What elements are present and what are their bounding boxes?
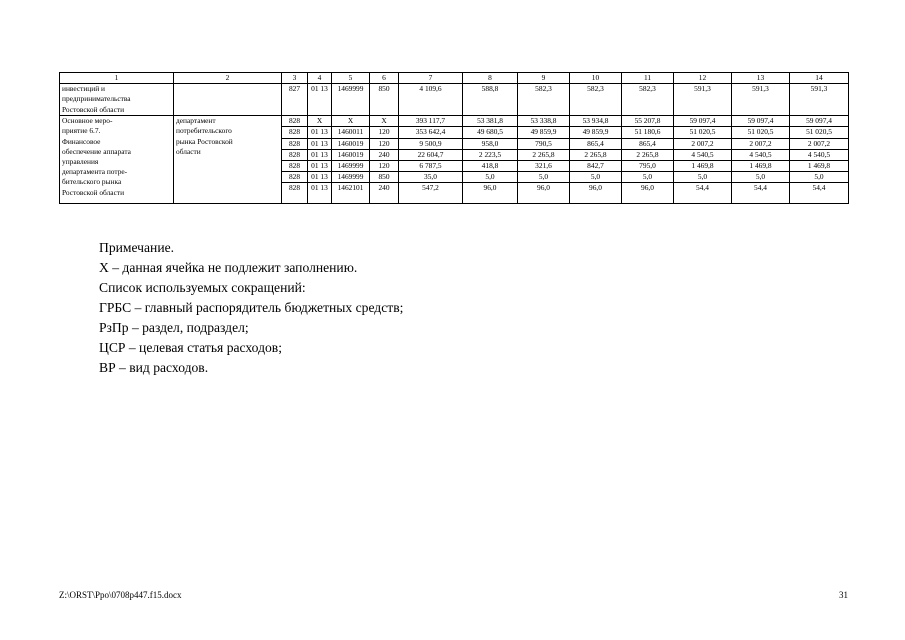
program-name-line: обеспечение аппарата <box>62 146 131 156</box>
program-name-line: инвестиций и <box>62 84 105 94</box>
header-cell: 2 <box>174 73 282 84</box>
value-cell: 353 642,4 <box>399 127 463 138</box>
grbs-cell: 828 <box>282 127 308 138</box>
value-cell: 5,0 <box>790 172 849 183</box>
csr-cell: 1460019 <box>332 138 370 149</box>
value-cell: 582,3 <box>622 84 674 116</box>
header-cell: 1 <box>60 73 174 84</box>
program-name-line: департамента потре- <box>62 167 128 177</box>
value-cell: 4 540,5 <box>790 149 849 160</box>
value-cell: 2 007,2 <box>674 138 732 149</box>
value-cell: 2 223,5 <box>463 149 518 160</box>
value-cell: 35,0 <box>399 172 463 183</box>
value-cell: 6 787,5 <box>399 161 463 172</box>
header-cell: 13 <box>732 73 790 84</box>
program-name-cell <box>60 116 174 204</box>
value-cell: 49 859,9 <box>518 127 570 138</box>
executor-line: потребительского <box>176 126 232 136</box>
value-cell: 96,0 <box>622 183 674 204</box>
page-number: 31 <box>839 590 848 600</box>
rzpr-cell: X <box>308 116 332 127</box>
header-cell: 5 <box>332 73 370 84</box>
value-cell: 393 117,7 <box>399 116 463 127</box>
header-cell: 4 <box>308 73 332 84</box>
program-name-line: Ростовской области <box>62 187 125 197</box>
value-cell: 5,0 <box>518 172 570 183</box>
value-cell: 790,5 <box>518 138 570 149</box>
value-cell: 2 265,8 <box>622 149 674 160</box>
note-line: РзПр – раздел, подраздел; <box>99 320 249 335</box>
value-cell: 2 007,2 <box>732 138 790 149</box>
header-cell: 8 <box>463 73 518 84</box>
value-cell: 51 020,5 <box>790 127 849 138</box>
value-cell: 59 097,4 <box>674 116 732 127</box>
value-cell: 54,4 <box>732 183 790 204</box>
table-header-row <box>60 73 849 84</box>
value-cell: 418,8 <box>463 161 518 172</box>
csr-cell: X <box>332 116 370 127</box>
value-cell: 588,8 <box>463 84 518 116</box>
value-cell: 1 469,8 <box>790 161 849 172</box>
csr-cell: 1460011 <box>332 127 370 138</box>
value-cell: 958,0 <box>463 138 518 149</box>
vr-cell: X <box>370 116 399 127</box>
header-cell: 12 <box>674 73 732 84</box>
value-cell: 5,0 <box>463 172 518 183</box>
csr-cell: 1469999 <box>332 172 370 183</box>
value-cell: 547,2 <box>399 183 463 204</box>
value-cell: 2 007,2 <box>790 138 849 149</box>
vr-cell: 120 <box>370 161 399 172</box>
grbs-cell: 828 <box>282 172 308 183</box>
vr-cell: 240 <box>370 149 399 160</box>
rzpr-cell: 01 13 <box>308 172 332 183</box>
table-row <box>60 116 849 127</box>
value-cell: 53 934,8 <box>570 116 622 127</box>
value-cell: 5,0 <box>674 172 732 183</box>
value-cell: 5,0 <box>622 172 674 183</box>
program-name-line: Ростовской области <box>62 104 125 114</box>
vr-cell: 850 <box>370 172 399 183</box>
value-cell: 59 097,4 <box>732 116 790 127</box>
csr-cell: 1469999 <box>332 84 370 116</box>
rzpr-cell: 01 13 <box>308 149 332 160</box>
header-cell: 14 <box>790 73 849 84</box>
budget-table <box>59 72 849 204</box>
value-cell: 591,3 <box>732 84 790 116</box>
value-cell: 865,4 <box>570 138 622 149</box>
value-cell: 96,0 <box>570 183 622 204</box>
value-cell: 1 469,8 <box>732 161 790 172</box>
value-cell: 5,0 <box>732 172 790 183</box>
value-cell: 22 604,7 <box>399 149 463 160</box>
program-name-line: предпринимательства <box>62 94 131 104</box>
value-cell: 9 500,9 <box>399 138 463 149</box>
table-row <box>60 84 849 116</box>
rzpr-cell: 01 13 <box>308 138 332 149</box>
csr-cell: 1460019 <box>332 149 370 160</box>
value-cell: 51 020,5 <box>732 127 790 138</box>
value-cell: 591,3 <box>790 84 849 116</box>
value-cell: 96,0 <box>463 183 518 204</box>
note-line: Х – данная ячейка не подлежит заполнению. <box>99 260 358 275</box>
value-cell: 582,3 <box>570 84 622 116</box>
program-name-cell <box>60 84 174 116</box>
executor-line: области <box>176 146 201 156</box>
rzpr-cell: 01 13 <box>308 161 332 172</box>
value-cell: 53 338,8 <box>518 116 570 127</box>
executor-cell <box>174 84 282 116</box>
rzpr-cell: 01 13 <box>308 183 332 204</box>
program-name-line: Финансовое <box>62 136 101 146</box>
grbs-cell: 828 <box>282 183 308 204</box>
footer-file-path: Z:\ORST\Ppo\0708p447.f15.docx <box>59 590 182 600</box>
executor-line: рынка Ростовской <box>176 136 233 146</box>
note-line: ВР – вид расходов. <box>99 360 209 375</box>
note-line: Список используемых сокращений: <box>99 280 306 295</box>
csr-cell: 1462101 <box>332 183 370 204</box>
value-cell: 795,0 <box>622 161 674 172</box>
program-name-line: бительского рынка <box>62 177 122 187</box>
vr-cell: 120 <box>370 138 399 149</box>
notes-block <box>99 238 403 378</box>
value-cell: 2 265,8 <box>518 149 570 160</box>
value-cell: 59 097,4 <box>790 116 849 127</box>
vr-cell: 240 <box>370 183 399 204</box>
value-cell: 2 265,8 <box>570 149 622 160</box>
executor-line: департамент <box>176 116 216 126</box>
grbs-cell: 828 <box>282 161 308 172</box>
value-cell: 4 109,6 <box>399 84 463 116</box>
value-cell: 1 469,8 <box>674 161 732 172</box>
vr-cell: 120 <box>370 127 399 138</box>
rzpr-cell: 01 13 <box>308 84 332 116</box>
value-cell: 51 020,5 <box>674 127 732 138</box>
value-cell: 54,4 <box>790 183 849 204</box>
value-cell: 321,6 <box>518 161 570 172</box>
value-cell: 54,4 <box>674 183 732 204</box>
note-heading: Примечание. <box>99 240 175 255</box>
header-cell: 11 <box>622 73 674 84</box>
value-cell: 582,3 <box>518 84 570 116</box>
header-cell: 3 <box>282 73 308 84</box>
value-cell: 49 859,9 <box>570 127 622 138</box>
value-cell: 865,4 <box>622 138 674 149</box>
grbs-cell: 828 <box>282 149 308 160</box>
program-name-line: приятие 6.7. <box>62 126 101 136</box>
value-cell: 51 180,6 <box>622 127 674 138</box>
value-cell: 5,0 <box>570 172 622 183</box>
csr-cell: 1469999 <box>332 161 370 172</box>
grbs-cell: 827 <box>282 84 308 116</box>
value-cell: 591,3 <box>674 84 732 116</box>
vr-cell: 850 <box>370 84 399 116</box>
grbs-cell: 828 <box>282 138 308 149</box>
value-cell: 53 381,8 <box>463 116 518 127</box>
header-cell: 6 <box>370 73 399 84</box>
grbs-cell: 828 <box>282 116 308 127</box>
value-cell: 49 680,5 <box>463 127 518 138</box>
value-cell: 842,7 <box>570 161 622 172</box>
rzpr-cell: 01 13 <box>308 127 332 138</box>
value-cell: 4 540,5 <box>674 149 732 160</box>
value-cell: 55 207,8 <box>622 116 674 127</box>
note-line: ЦСР – целевая статья расходов; <box>99 340 282 355</box>
program-name-line: управления <box>62 157 99 167</box>
note-line: ГРБС – главный распорядитель бюджетных средств; <box>99 300 404 315</box>
header-cell: 9 <box>518 73 570 84</box>
value-cell: 4 540,5 <box>732 149 790 160</box>
header-cell: 7 <box>399 73 463 84</box>
executor-cell <box>174 116 282 204</box>
program-name-line: Основное меро- <box>62 116 113 126</box>
header-cell: 10 <box>570 73 622 84</box>
value-cell: 96,0 <box>518 183 570 204</box>
